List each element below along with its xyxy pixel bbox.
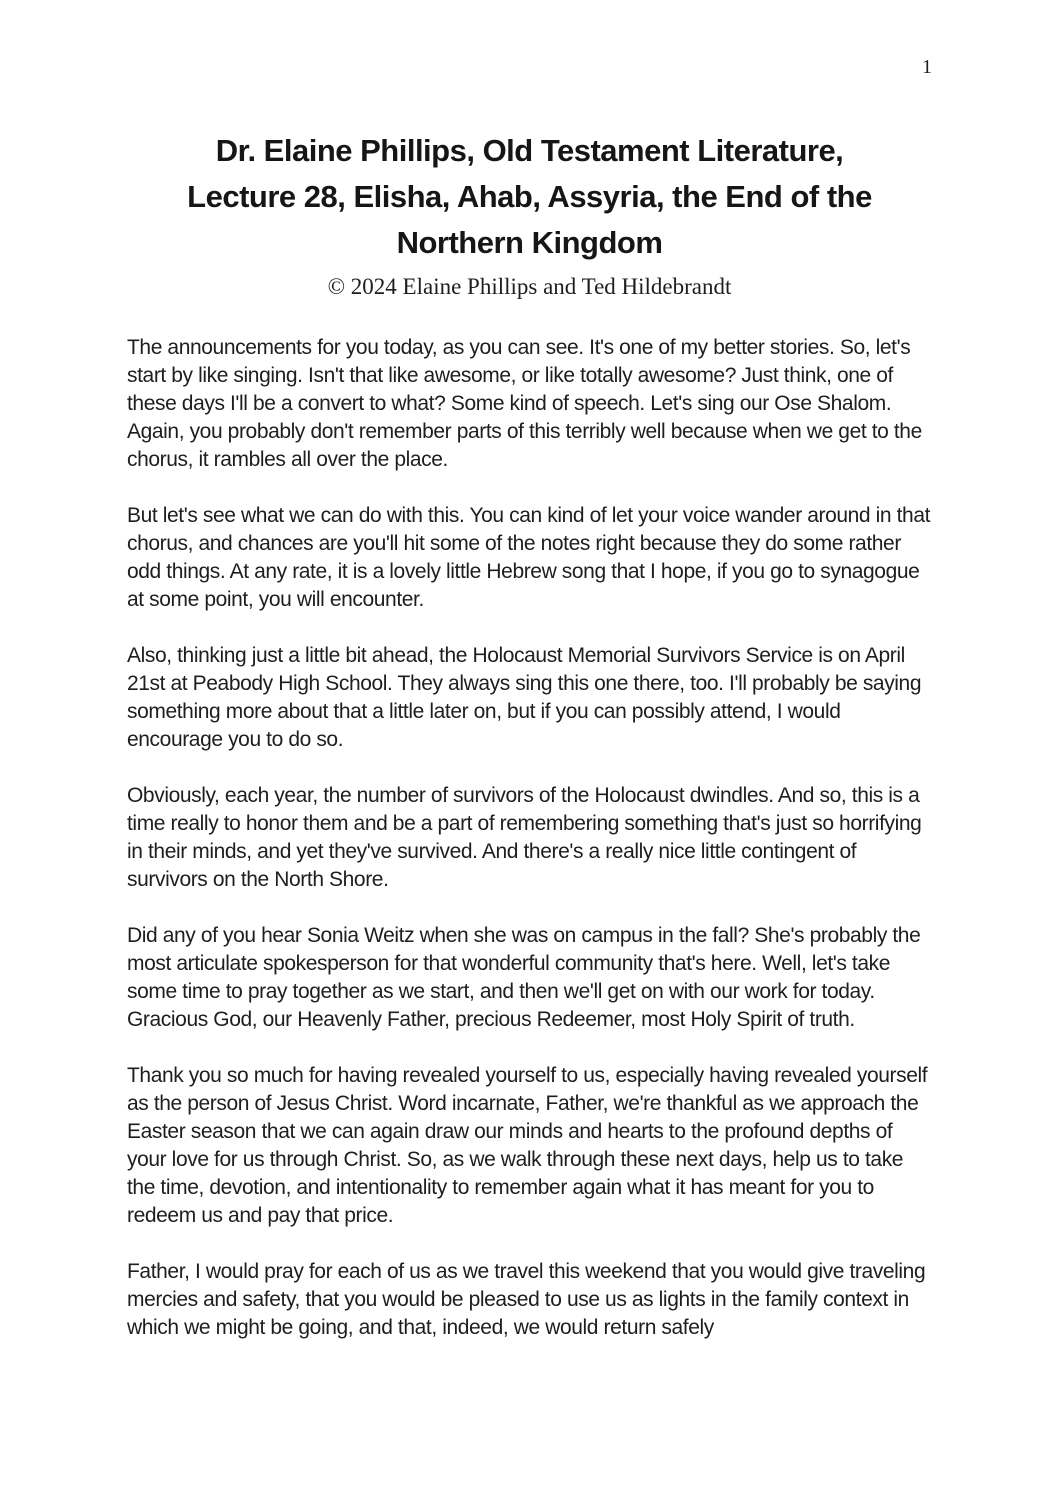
paragraph-sonia-weitz-prayer: Did any of you hear Sonia Weitz when she was on campus in the fall? She's probably the most articulate spokesperson for that wonderful community that's here. Well, let's take some time to pray together as we start, and then we'll get on with our work for today. Gracious God, our Heavenly Father, precious Redeemer, most Holy Spirit of truth. [127,924,921,1031]
title-line-1: Dr. Elaine Phillips, Old Testament Literature, [215,133,844,168]
transcript-body [127,334,932,1342]
page-number: 1 [922,56,932,78]
title-line-3: Northern Kingdom [396,225,663,260]
paragraph-thanksgiving-prayer: Thank you so much for having revealed yourself to us, especially having revealed yourself as the person of Jesus Christ. Word incarnate, Father, we're thankful as we approach the Easter season that we can again draw our minds and hearts to the profound depths of your love for us through Christ. So, as we walk through these next days, help us to take the time, devotion, and intentionality to remember again what it has meant for you to redeem us and pay that price. [127,1064,928,1227]
paragraph-survivors: Obviously, each year, the number of survivors of the Holocaust dwindles. And so, this is a time really to honor them and be a part of remembering something that's just so horrifying in their minds, and yet they've survived. And there's a really nice little contingent of survivors on the North Shore. [127,784,922,891]
paragraph-chorus: But let's see what we can do with this. You can kind of let your voice wander around in that chorus, and chances are you'll hit some of the notes right because they do some rather odd things. At any rate, it is a lovely little Hebrew song that I hope, if you go to synagogue at some point, you will encounter. [127,504,931,611]
title-line-2: Lecture 28, Elisha, Ahab, Assyria, the End of the [187,179,872,214]
paragraph-travel-prayer: Father, I would pray for each of us as we travel this weekend that you would give traveling mercies and safety, that you would be pleased to use us as lights in the family context in which we might be going, and that, indeed, we would return safely [127,1260,926,1339]
copyright-line: © 2024 Elaine Phillips and Ted Hildebrandt [327,274,732,299]
paragraph-holocaust-service: Also, thinking just a little bit ahead, the Holocaust Memorial Survivors Service is on April 21st at Peabody High School. They always sing this one there, too. I'll probably be saying something more about that a little later on, but if you can possibly attend, I would encourage you to do so. [127,644,922,751]
document-title [127,128,932,266]
paragraph-announcements: The announcements for you today, as you can see. It's one of my better stories. So, let's start by like singing. Isn't that like awesome, or like totally awesome? Just think, one of these days I'll be a convert to what? Some kind of speech. Let's sing our Ose Shalom. Again, you probably don't remember parts of this terribly well because when we get to the chorus, it rambles all over the place. [127,336,922,471]
